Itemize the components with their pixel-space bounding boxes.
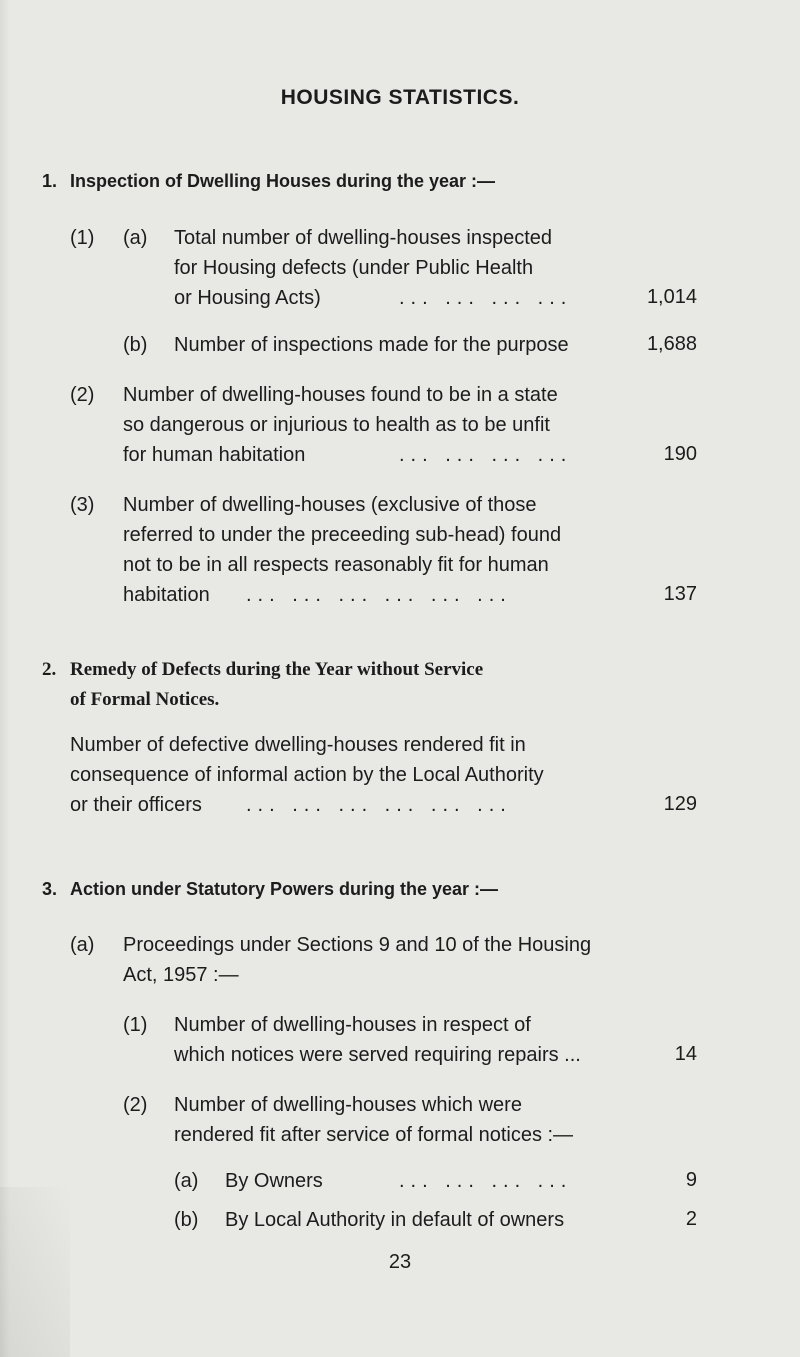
section-3-item-1-line1: Number of dwelling-houses in respect of	[174, 1014, 531, 1036]
section-1-item-1b-value: 1,688	[646, 333, 697, 355]
section-3-heading: Action under Statutory Powers during the year :—	[70, 879, 499, 899]
section-3-sub-a-line2: Act, 1957 :—	[123, 964, 239, 986]
section-1-item-2-value: 190	[663, 443, 697, 465]
section-1-item-1b-label: (b)	[123, 334, 148, 356]
section-3-number: 3.	[42, 879, 58, 899]
section-1-item-3-value: 137	[663, 583, 697, 605]
page-number: 23	[388, 1251, 412, 1273]
section-2-leader: ... ... ... ... ... ...	[246, 794, 512, 816]
section-3-item-2-line1: Number of dwelling-houses which were	[174, 1094, 522, 1116]
section-3-item-2-label: (2)	[123, 1094, 148, 1116]
section-1-item-3-line2: referred to under the preceeding sub-head) found	[123, 524, 562, 546]
section-2-line3: or their officers	[70, 794, 202, 816]
section-1-item-1a-line2: for Housing defects (under Public Health	[174, 257, 534, 279]
section-3-item-1-label: (1)	[123, 1014, 148, 1036]
section-1-item-3-leader: ... ... ... ... ... ...	[246, 584, 512, 606]
section-1-item-2-line1: Number of dwelling-houses found to be in a state	[123, 384, 558, 406]
section-2-value: 129	[663, 793, 697, 815]
section-3-item-1-value: 14	[674, 1043, 697, 1065]
section-1-item-1a-value: 1,014	[646, 286, 697, 308]
section-1-item-1b-text: Number of inspections made for the purpose	[174, 334, 569, 356]
section-3-owners-leader: ... ... ... ...	[399, 1170, 573, 1192]
section-3-sub-a-label: (a)	[70, 934, 95, 956]
section-2-number: 2.	[42, 659, 57, 680]
section-1-item-3-label: (3)	[70, 494, 95, 516]
section-1-item-1a-line1: Total number of dwelling-houses inspected	[174, 227, 552, 249]
section-2-line2: consequence of informal action by the Local Authority	[70, 764, 544, 786]
section-1-item-2-leader: ... ... ... ...	[399, 444, 573, 466]
section-2-line1: Number of defective dwelling-houses rendered fit in	[70, 734, 526, 756]
page-edge-shadow	[0, 0, 10, 1357]
section-1-item-3-line4: habitation	[123, 584, 210, 606]
section-1-item-2-line2: so dangerous or injurious to health as to be unfit	[123, 414, 550, 436]
section-3-authority-value: 2	[685, 1208, 697, 1230]
section-1-item-1a-line3: or Housing Acts)	[174, 287, 321, 309]
section-1-item-1a-label: (a)	[123, 227, 148, 249]
page-title: HOUSING STATISTICS.	[280, 86, 520, 109]
section-3-owners-text: By Owners	[225, 1170, 323, 1192]
section-1-item-3-line3: not to be in all respects reasonably fit for human	[123, 554, 549, 576]
section-1-item-1-label: (1)	[70, 227, 95, 249]
section-1-item-2-line3: for human habitation	[123, 444, 306, 466]
section-3-authority-label: (b)	[174, 1209, 199, 1231]
section-1-item-3-line1: Number of dwelling-houses (exclusive of those	[123, 494, 537, 516]
section-1-number: 1.	[42, 171, 58, 191]
section-3-item-2-line2: rendered fit after service of formal notices :—	[174, 1124, 574, 1146]
section-3-owners-label: (a)	[174, 1170, 199, 1192]
section-3-authority-text: By Local Authority in default of owners	[225, 1209, 565, 1231]
section-3-sub-a-line1: Proceedings under Sections 9 and 10 of the Housing	[123, 934, 592, 956]
section-1-heading: Inspection of Dwelling Houses during the year :—	[70, 171, 496, 191]
section-3-owners-value: 9	[685, 1169, 697, 1191]
section-2-heading-line1: Remedy of Defects during the Year without Service	[70, 659, 484, 680]
section-3-item-1-line2: which notices were served requiring repairs ...	[174, 1044, 581, 1066]
section-1-item-2-label: (2)	[70, 384, 95, 406]
section-1-item-1a-leader: ... ... ... ...	[399, 287, 573, 309]
section-2-heading-line2: of Formal Notices.	[70, 689, 220, 710]
